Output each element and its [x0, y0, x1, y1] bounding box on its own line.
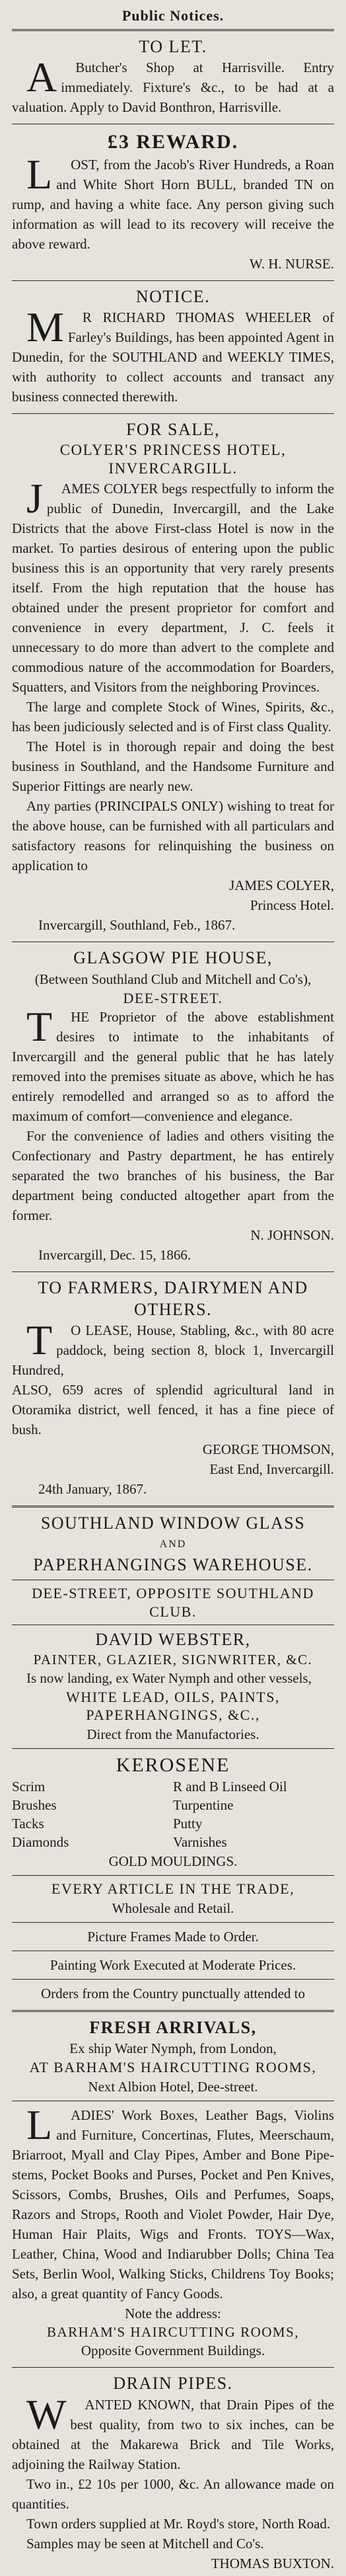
- ad-subheading: (Between Southland Club and Mitchell and Co's),: [34, 971, 312, 987]
- ad-heading: TO FARMERS, DAIRYMEN AND OTHERS.: [38, 1278, 308, 1319]
- list-item: Diamonds: [12, 1834, 69, 1851]
- divider: [12, 2367, 334, 2368]
- ad-notice: [12, 285, 334, 410]
- ad-body: LADIES' Work Boxes, Leather Bags, Violins and Furniture, Concertinas, Flutes, Meerschaum, Briarroot, Myall and Clay Pipes, Amber and Bone Pipe-stems, Pocket Books and Purses, Pocket and Pen Knives, Scissors, Combs, Brushes, Oils and Perfumes, Soaps, Razors and Strops, Rooth and Violet Powder, Hair Dye, Human Hair Plaits, Wigs and Fronts. TOYS—Wax, Leather, China, Wood and Indiarubber Dolls; China Tea Sets, Berlin Wool, Walking Sticks, Childrens Toy Books; also, a great quantity of Fancy Goods.: [12, 2101, 334, 2302]
- ad-body: Two in., £2 10s per 1000, &c. An allowance made on quantities.: [12, 2475, 334, 2512]
- list-item: Putty: [173, 1816, 203, 1832]
- divider: [12, 280, 334, 281]
- ad-signature: THOMAS BUXTON.: [211, 2555, 334, 2571]
- ad-signature: GEORGE THOMSON,: [202, 1441, 334, 1457]
- ad-body: Samples may be seen at Mitchell and Co's.: [26, 2535, 264, 2552]
- ad-signature-sub: Princess Hotel.: [250, 897, 334, 913]
- ad-date: Invercargill, Southland, Feb., 1867.: [38, 917, 236, 933]
- ad-goods-source: Direct from the Manufactories.: [86, 1726, 260, 1742]
- divider: [12, 29, 334, 31]
- list-item: Varnishes: [173, 1834, 227, 1851]
- ad-body: Any parties (PRINCIPALS ONLY) wishing to treat for the above house, can be furnished with all particulars and satisfactory reasons for relinquishing the business on application to: [12, 798, 334, 873]
- ad-for-sale: [12, 418, 334, 938]
- list-item: Tacks: [12, 1816, 44, 1832]
- ad-location: DEE-STREET, OPPOSITE SOUTHLAND CLUB.: [32, 1585, 314, 1620]
- ad-heading: SOUTHLAND WINDOW GLASS: [40, 1513, 306, 1533]
- ad-body: The large and complete Stock of Wines, Spirits, &c., has been judiciously selected and is of First class Quality.: [12, 699, 334, 735]
- ad-glasgow-pie-house: [12, 946, 334, 1268]
- ad-painting-work: Painting Work Executed at Moderate Prices.: [50, 1956, 296, 1973]
- ad-reward: [12, 128, 334, 276]
- ad-subheading: Ex ship Water Nymph, from London,: [69, 2040, 277, 2057]
- kerosene-list: [12, 1777, 334, 1851]
- divider: [12, 1875, 334, 1876]
- ad-drain-pipes: [12, 2372, 334, 2576]
- ad-goods: WHITE LEAD, OILS, PAINTS, PAPERHANGINGS, &C.,: [66, 1688, 280, 1724]
- ad-body: TO LEASE, House, Stabling, &c., with 80 acre paddock, being section 8, block 1, Invercargill Hundred,: [12, 1316, 334, 1378]
- ad-date: 24th January, 1867.: [38, 1481, 147, 1497]
- divider: [12, 413, 334, 414]
- ad-subheading: COLYER'S PRINCESS HOTEL, INVERCARGILL.: [59, 441, 287, 477]
- ad-body: WANTED KNOWN, that Drain Pipes of the best quality, from two to six inches, can be obtained at the Makarewa Brick and Tile Works, adjoining the Railway Station.: [12, 2390, 334, 2472]
- ad-location: DEE-STREET.: [123, 989, 223, 1006]
- ad-address: Next Albion Hotel, Dee-street.: [88, 2078, 258, 2095]
- ad-footer-address: Opposite Government Buildings.: [81, 2343, 265, 2358]
- ad-every-article: EVERY ARTICLE IN THE TRADE,: [51, 1880, 295, 1898]
- kerosene-col-left: [12, 1777, 173, 1851]
- ad-heading: PAPERHANGINGS WAREHOUSE.: [33, 1554, 313, 1574]
- list-item: Scrim: [12, 1779, 46, 1795]
- ad-heading: TO LET.: [139, 36, 207, 56]
- ad-body: Town orders supplied at Mr. Royd's store, North Road.: [26, 2515, 331, 2532]
- ad-and: AND: [159, 1538, 187, 1550]
- ad-body: MR RICHARD THOMAS WHEELER of Farley's Buildings, has been appointed Agent in Dunedin, for the SOUTHLAND and WEEKLY TIMES, with authority to collect accounts and transact any business connected therewith.: [12, 303, 334, 405]
- ad-signature-sub: East End, Invercargill.: [209, 1461, 334, 1477]
- ad-kerosene: KEROSENE: [116, 1753, 230, 1776]
- kerosene-col-right: [173, 1777, 334, 1851]
- ad-heading: GLASGOW PIE HOUSE,: [73, 948, 273, 967]
- ad-heading: DRAIN PIPES.: [113, 2374, 233, 2393]
- ad-heading: £3 REWARD.: [107, 131, 239, 153]
- ad-signature: W. H. NURSE.: [249, 255, 334, 272]
- ad-body: ALSO, 659 acres of splendid agricultural land in Otoramika district, well fenced, it has a fine piece of bush.: [12, 1382, 334, 1437]
- ad-note: Note the address:: [125, 2305, 221, 2321]
- ad-window-glass: [12, 1511, 334, 2006]
- ad-heading: FOR SALE,: [125, 420, 221, 439]
- ad-body: JAMES COLYER begs respectfully to inform the public of Dunedin, Invercargill, and the Lake Districts that the above First-class Hotel is now in the market. To parties desirous of entering upon the public business this is an opportunity that very rarely presents itself. From the high reputation that the house has obtained under the present proprietor for comfort and convenience in every department, J. C. feels it unnecessary to do more than advert to the complete and commodious nature of the accommodation for Boarders, Squatters, and Visitors from the neighboring Provinces.: [12, 475, 334, 695]
- ad-signature: N. JOHNSON.: [250, 1227, 334, 1243]
- ad-wholesale: Wholesale and Retail.: [112, 1900, 234, 1916]
- divider: [12, 2010, 334, 2012]
- ad-to-farmers: [12, 1276, 334, 1502]
- ad-body: AButcher's Shop at Harrisville. Entry immediately. Fixture's &c., to be had at a valuation. Apply to David Bonthron, Harrisville.: [12, 54, 334, 115]
- ad-mouldings: GOLD MOULDINGS.: [108, 1853, 238, 1870]
- divider: [12, 1506, 334, 1508]
- ad-shop-footer: BARHAM'S HAIRCUTTING ROOMS,: [46, 2323, 300, 2340]
- ad-orders: Orders from the Country punctually attended to: [40, 1985, 306, 2001]
- divider: [12, 1922, 334, 1923]
- ad-trades: PAINTER, GLAZIER, SIGNWRITER, &C.: [33, 1651, 313, 1668]
- list-item: Brushes: [12, 1797, 57, 1814]
- ad-proprietor: DAVID WEBSTER,: [95, 1630, 251, 1649]
- ad-signature: JAMES COLYER,: [229, 877, 334, 893]
- list-item: R and B Linseed Oil: [173, 1779, 287, 1795]
- ad-body: The Hotel is in thorough repair and doing the best business in Southland, and the Handsome Furniture and Superior Fittings are nearly new.: [12, 739, 334, 794]
- ad-to-let: [12, 35, 334, 120]
- ad-body: LOST, from the Jacob's River Hundreds, a Roan and White Short Horn BULL, branded TN on rump, and having a white face. Any person giving such information as will lead to its recovery will receive the above reward.: [12, 150, 334, 252]
- ad-shop: AT BARHAM'S HAIRCUTTING ROOMS,: [29, 2059, 317, 2076]
- list-item: Turpentine: [173, 1797, 234, 1814]
- divider: [12, 1748, 334, 1749]
- divider: [12, 1271, 334, 1272]
- ad-picture-frames: Picture Frames Made to Order.: [87, 1928, 259, 1945]
- ad-body: THE Proprietor of the above establishment desires to intimate to the inhabitants of Invercargill and the general public that he has lately removed into the premises situate as above, which he has entirely remodelled and arranged so as to afford the maximum of comfort—convenience and elegance.: [12, 1003, 334, 1124]
- ad-body: For the convenience of ladies and others visiting the Confectionary and Pastry department, he has entirely separated the two branches of his business, the Bar department being conducted altogether apart from the former.: [12, 1128, 334, 1223]
- section-heading: Public Notices.: [121, 7, 225, 24]
- ad-fresh-arrivals: [12, 2016, 334, 2363]
- divider: [12, 1979, 334, 1980]
- ad-heading: NOTICE.: [135, 286, 211, 306]
- ad-date: Invercargill, Dec. 15, 1866.: [38, 1247, 191, 1263]
- ad-body: Is now landing, ex Water Nymph and other vessels,: [26, 1670, 312, 1686]
- ad-heading: FRESH ARRIVALS,: [89, 2017, 257, 2037]
